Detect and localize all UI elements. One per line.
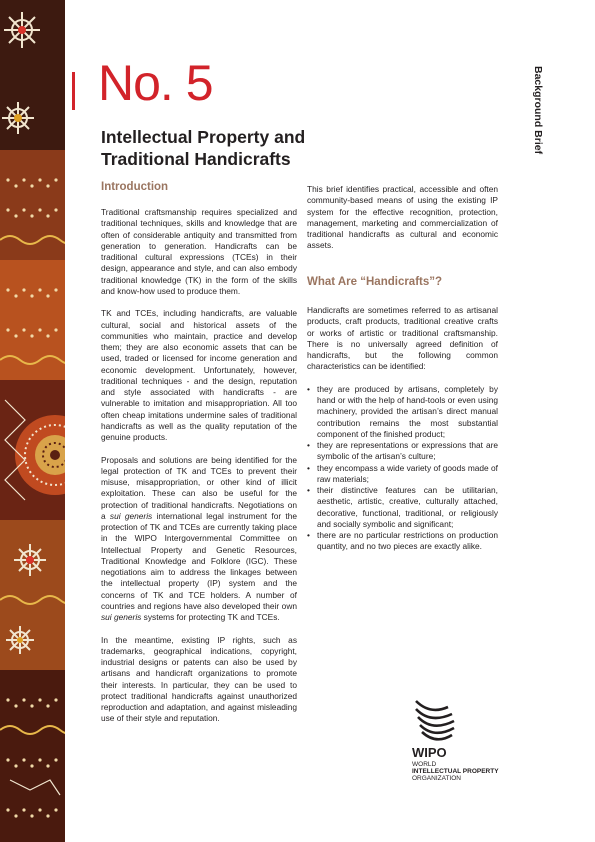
document-number: No. 5 — [98, 55, 213, 111]
bullet-icon: • — [307, 440, 310, 450]
characteristics-list — [307, 384, 498, 553]
bullet-icon: • — [307, 530, 310, 540]
handicrafts-definition-paragraph: Handicrafts are sometimes referred to as artisanal products, craft products, traditional creative crafts or works of artistic or traditional craftsmanship. There is no universally agreed definition of handicrafts, but the following common characteristics can be identified: — [307, 305, 498, 372]
list-item: • they are representations or expressions that are symbolic of the artisan’s culture; — [307, 440, 498, 462]
bullet-icon: • — [307, 383, 310, 394]
wipo-name-line-2: INTELLECTUAL PROPERTY — [412, 768, 499, 775]
wipo-wordmark: WIPO — [412, 745, 447, 760]
list-item: • they are produced by artisans, completely by hand or with the help of hand-tools or even using machinery, provided the artisan’s direct manual contribution remains the most substantial component of the finished product; — [307, 383, 498, 439]
intro-paragraph-2: TK and TCEs, including handicrafts, are valuable cultural, social and historical assets of the communities who maintain, practice and develop them; they are also economic assets that can be used, traded or licensed for income generation and economic development. Unfortunately, however, traditional techniques - and the design, reputation and style associated with handicrafts - are vulnerable to imitation and misappropriation. All too often cheap imitations undermine sales of traditional handicrafts as well as the quality reputation of the genuine products. — [101, 308, 297, 442]
sui-generis-term: sui generis — [109, 510, 153, 521]
right-column — [307, 305, 498, 553]
wipo-name-line-3: ORGANIZATION — [412, 775, 461, 782]
wipo-globe-icon — [412, 697, 552, 787]
title-line-1: Intellectual Property and — [101, 127, 306, 147]
intro-paragraph-1: Traditional craftsmanship requires specialized and traditional techniques, skills and knowledge that are often of considerable antiquity and transmitted from generation to generation. Handicrafts can be traditional cultural expressions (TCEs) in their design, appearance and style, and can also embody traditional knowledge (TK) in the form of the skills and know-how used to produce them. — [101, 207, 297, 296]
brief-summary-paragraph: This brief identifies practical, accessible and often community-based means of using the existing IP system for the effective recognition, protection, management, marketing and commercialization of traditional handicrafts as cultural and economic assets. — [307, 184, 498, 251]
red-accent-bar — [72, 72, 75, 110]
sui-generis-term: sui generis — [101, 612, 142, 622]
decorative-artwork-strip — [0, 0, 65, 842]
bullet-icon: • — [307, 462, 310, 473]
wipo-logo — [412, 697, 552, 787]
title-line-2: Traditional Handicrafts — [101, 148, 291, 169]
intro-paragraph-4: In the meantime, existing IP rights, such as trademarks, geographical indications, copyright, industrial designs or patents can also be used by artisans and handicraft organizations to promote their interests. In particular, they can be used to protect traditional handicrafts against unauthorized reproduction and adaptation, and against misleading use of their style and reputation. — [101, 634, 297, 724]
intro-paragraph-3: Proposals and solutions are being identified for the legal protection of TK and TCEs to prevent their misuse, misappropriation, or other kind of illicit exploitation. These can also be useful for the protection of traditional handicrafts. Negotiations on a sui generis international legal instrument for the protection of TK and TCEs are currently taking place in the WIPO Intergovernmental Committee on Intellectual Property and Genetic Resources, Traditional Knowledge and Folklore (IGC). These negotiations aim to address the linkages between the intellectual property (IP) system and the concerns of TK and TCE holders. A number of countries and regions have also developed their own sui generis systems for protecting TK and TCEs. — [101, 454, 297, 622]
handicrafts-heading: What Are “Handicrafts”? — [307, 276, 443, 288]
background-brief-label: Background Brief — [532, 66, 544, 155]
wipo-name-line-1: WORLD — [412, 761, 437, 768]
aboriginal-art-pattern — [0, 0, 65, 842]
list-item: • they encompass a wide variety of goods made of raw materials; — [307, 462, 498, 484]
list-item: • there are no particular restrictions on production quantity, and no two pieces are exactly alike. — [307, 530, 498, 552]
bullet-icon: • — [307, 485, 310, 495]
list-item: • their distinctive features can be utilitarian, aesthetic, artistic, creative, culturally attached, decorative, functional, traditional, or religiously and socially symbolic and significant; — [307, 485, 498, 529]
page-title — [101, 127, 431, 170]
introduction-heading: Introduction — [101, 181, 169, 193]
right-column-top — [307, 184, 498, 263]
left-column — [101, 207, 297, 736]
